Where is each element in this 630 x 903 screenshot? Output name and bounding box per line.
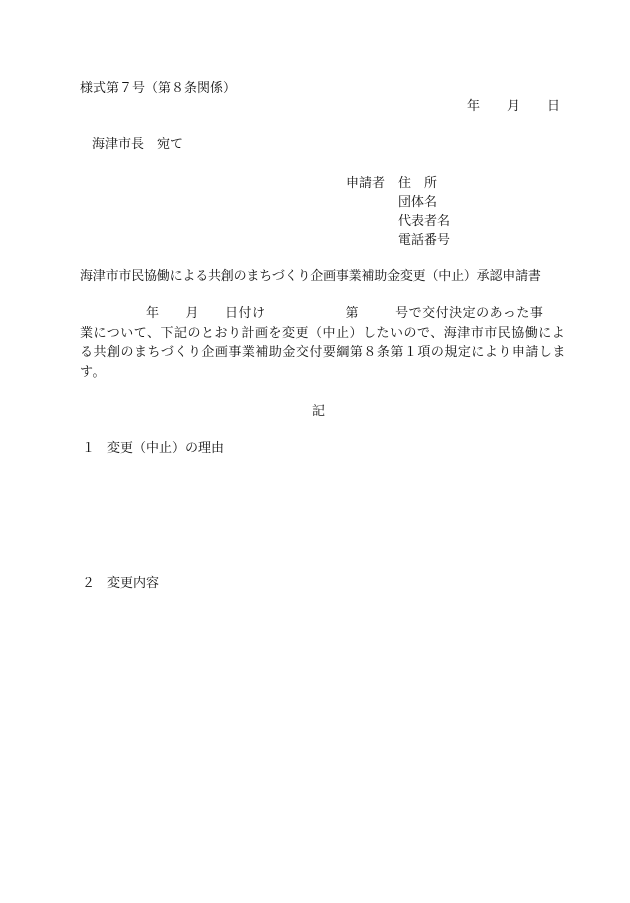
date-year-label: 年: [467, 99, 481, 114]
body-number-prefix: 第: [345, 306, 360, 321]
applicant-phone-label: 電話番号: [398, 233, 451, 248]
applicant-label: 申請者: [346, 176, 386, 191]
body-line-4: す。: [80, 364, 106, 380]
date-month-label: 月: [507, 99, 521, 114]
applicant-organization-label: 団体名: [398, 195, 438, 210]
body-line-2: 業について、下記のとおり計画を変更（中止）したいので、海津市市民協働によ: [80, 325, 566, 341]
form-number: 様式第７号（第８条関係）: [80, 81, 237, 96]
applicant-fields: [398, 175, 450, 251]
body-year-label: 年: [146, 306, 160, 321]
section-1-number: １: [82, 441, 96, 456]
body-day-label: 日付け: [225, 306, 266, 321]
date-day-label: 日: [547, 99, 561, 114]
body-line1-tail: 号で交付決定のあった事: [395, 306, 544, 321]
section-2-label: 変更内容: [107, 576, 160, 591]
body-line-3: る共創のまちづくり企画事業補助金交付要綱第８条第１項の規定により申請しま: [80, 345, 566, 360]
date-line: [467, 98, 560, 116]
body-month-label: 月: [185, 306, 200, 321]
body-paragraph: [80, 304, 566, 382]
section-1-label: 変更（中止）の理由: [107, 441, 225, 456]
document-title: 海津市市民協働による共創のまちづくり企画事業補助金変更（中止）承認申請書: [80, 269, 541, 284]
section-1-heading: [82, 440, 224, 458]
applicant-address-label: 住 所: [398, 176, 438, 191]
body-line-1: [80, 304, 558, 324]
applicant-representative-label: 代表者名: [398, 214, 451, 229]
section-2-heading: [82, 575, 159, 593]
addressee: 海津市長 宛て: [92, 137, 184, 152]
section-2-number: ２: [82, 576, 96, 591]
ki-heading: 記: [312, 404, 326, 419]
